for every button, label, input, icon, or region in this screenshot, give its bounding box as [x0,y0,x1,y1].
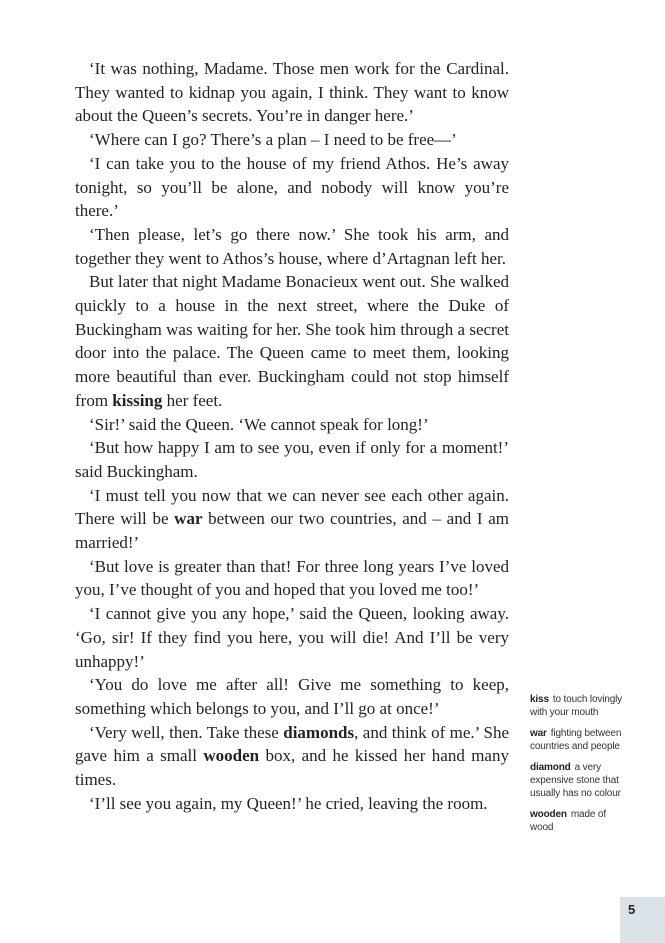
paragraph [75,484,509,555]
glossary-term: diamond [530,762,571,773]
text-segment: between our two countries, and – and I am married!’ [75,509,509,553]
paragraph [75,792,509,816]
glossary-definition: made of wood [530,809,606,833]
glossary-definition: fighting between countries and people [530,728,622,752]
page-number-box [620,897,665,943]
paragraph [75,413,509,437]
text-segment: ‘Where can I go? There’s a plan – I need to be free—’ [89,130,457,150]
glossary-sidebar [530,693,626,842]
paragraph [75,673,509,720]
paragraph [75,436,509,483]
text-segment: ‘But love is greater than that! For three long years I’ve loved you, I’ve thought of you and hoped that you loved me too!’ [75,556,509,600]
text-segment: ‘But how happy I am to see you, even if only for a moment!’ said Buckingham. [75,438,509,481]
paragraph [75,721,509,792]
glossary-entry [530,761,626,800]
paragraph [75,128,509,152]
text-segment: ‘I cannot give you any hope,’ said the Queen, looking away. ‘Go, sir! If they find you here, you will die! And I’ll be very unhappy!’ [75,604,509,671]
text-segment: ‘You do love me after all! Give me something to keep, something which belongs to you, and I’ll go at once!’ [75,675,509,718]
paragraph [75,602,509,673]
glossary-definition: a very expensive stone that usually has no colour [530,762,621,799]
story-text [75,57,509,816]
vocab-term-inline: wooden [203,746,260,766]
text-segment: her feet. [162,390,223,410]
glossary-term: kiss [530,694,549,705]
glossary-entry [530,727,626,753]
paragraph [75,555,509,602]
text-segment: box, and he kissed her hand many times. [75,746,509,790]
text-segment: ‘Sir!’ said the Queen. ‘We cannot speak for long!’ [89,414,429,434]
page-number: 5 [628,902,636,917]
glossary-definition: to touch lovingly with your mouth [530,694,623,718]
text-segment: ‘Very well, then. Take these [89,722,284,742]
glossary-entry [530,693,626,719]
text-segment: ‘I’ll see you again, my Queen!’ he cried, leaving the room. [89,793,488,813]
glossary-entry [530,808,626,834]
paragraph [75,270,509,412]
vocab-term-inline: kissing [112,390,163,410]
paragraph [75,223,509,270]
paragraph [75,57,509,128]
text-segment: ‘I can take you to the house of my friend Athos. He’s away tonight, so you’ll be alone, and nobody will know you’re there.’ [75,153,509,221]
paragraph [75,152,509,223]
text-segment: ‘Then please, let’s go there now.’ She took his arm, and together they went to Athos’s house, where d’Artagnan left her. [75,224,509,268]
glossary-term: war [530,728,547,739]
text-segment: But later that night Madame Bonacieux went out. She walked quickly to a house in the next street, where the Duke of Buckingham was waiting for her. She took him through a secret door into the palace. The Queen came to meet them, looking more beautiful than ever. Buckingham could not stop himself from [75,272,509,410]
vocab-term-inline: diamonds [283,722,355,742]
text-segment: ‘It was nothing, Madame. Those men work for the Cardinal. They wanted to kidnap you again, I think. They want to know about the Queen’s secrets. You’re in danger here.’ [75,59,509,126]
text-segment: ‘I must tell you now that we can never see each other again. There will be [75,485,509,529]
glossary-term: wooden [530,809,567,820]
vocab-term-inline: war [174,509,203,529]
text-segment: , and think of me.’ She gave him a small [75,722,509,766]
